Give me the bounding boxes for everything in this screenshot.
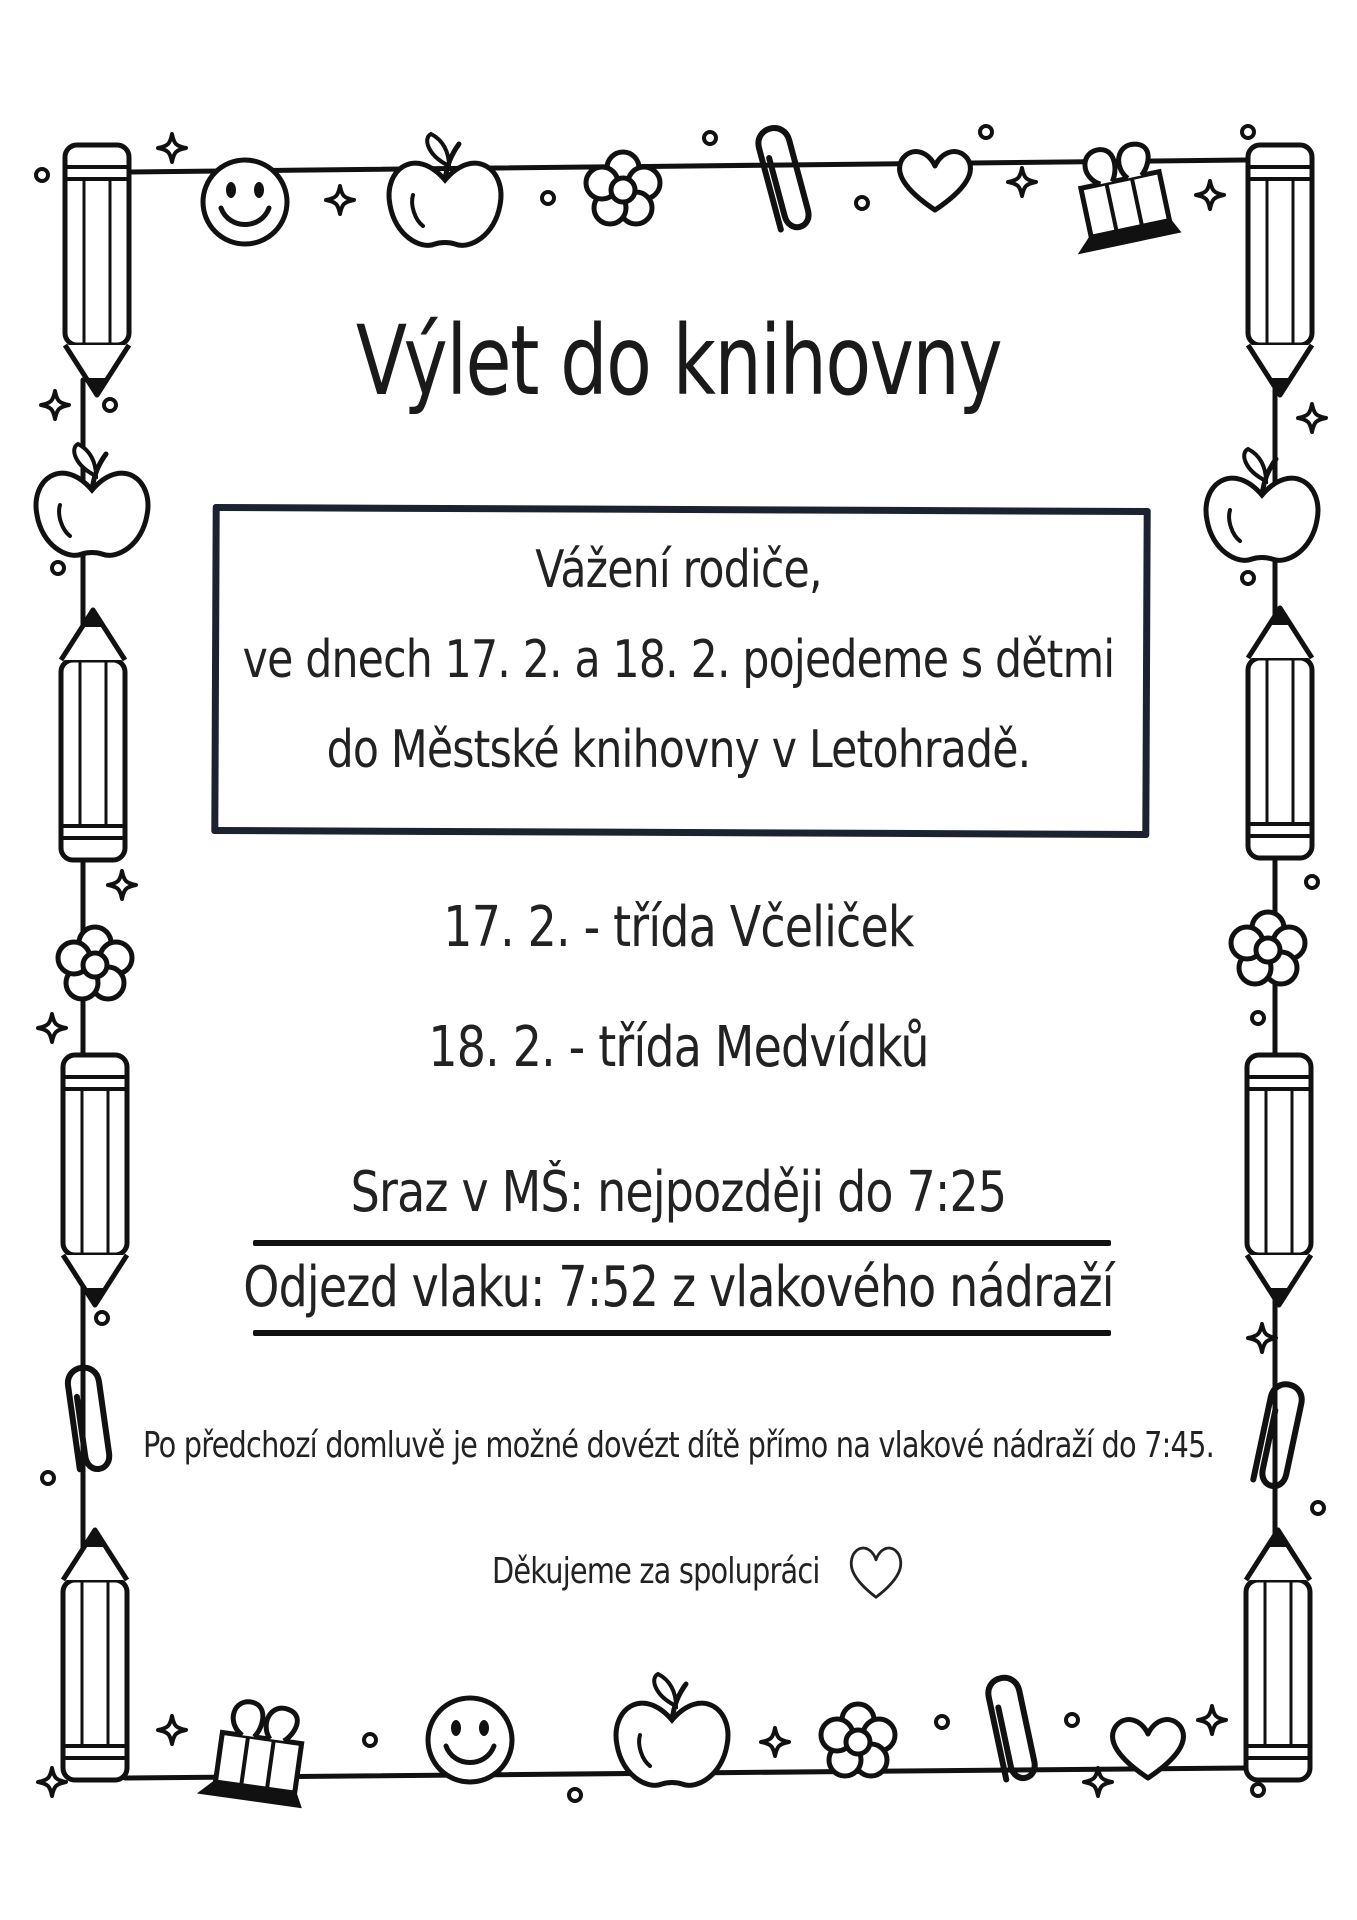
sparkle-icon [1248,1324,1276,1352]
dot-icon [96,1312,108,1324]
dot-icon [542,192,554,204]
dot-icon [569,1789,581,1801]
dot-icon [1242,572,1254,584]
dot-icon [936,1716,948,1728]
dot-icon [856,197,868,209]
paperclip-icon [755,125,812,232]
pencil-icon [61,610,125,860]
sparkle-icon [1196,181,1224,209]
sparkle-icon [326,186,354,214]
smiley-icon [428,1698,512,1782]
sparkle-icon [1298,404,1326,432]
flower-icon [586,152,660,224]
greeting-line: ve dnech 17. 2. a 18. 2. pojedeme s dětmi [242,630,1115,690]
sparkle-icon [158,1716,186,1744]
sparkle-icon [41,391,69,419]
dot-icon [1066,1714,1078,1726]
paperclip-icon [985,1675,1037,1782]
dot-icon [52,562,64,574]
page-title: Výlet do knihovny [355,305,1002,417]
note-text: Po předchozí domluvě je možné dovézt dítě přímo na vlakové nádraží do 7:45. [143,1425,1214,1466]
smiley-icon [203,160,287,244]
dot-icon [1312,1502,1324,1514]
greeting-salutation: Vážení rodiče, [535,540,822,600]
flower-icon [58,927,132,999]
flower-icon [821,1704,895,1776]
sparkle-icon [761,1728,789,1756]
paperclip-icon [1253,1381,1305,1488]
train-departure: Odjezd vlaku: 7:52 z vlakového nádraží [243,1255,1114,1320]
meeting-time: Sraz v MŠ: nejpozději do 7:25 [350,1160,1007,1225]
dot-icon [42,1472,54,1484]
divider [253,1330,1111,1336]
sparkle-icon [1008,168,1036,196]
dot-icon [104,399,116,411]
dot-icon [1242,126,1254,138]
heart-icon [846,1540,906,1602]
flower-icon [1231,912,1305,984]
thanks-row [0,1540,1357,1602]
apple-icon [616,1674,728,1785]
dot-icon [36,169,48,181]
dot-icon [364,1734,376,1746]
dot-icon [1306,876,1318,888]
sparkle-icon [1084,1768,1112,1796]
divider [253,1240,1111,1246]
greeting-line: do Městské knihovny v Letohradě. [326,720,1031,780]
pencil-icon [1248,145,1312,395]
pencil-icon [1248,608,1312,858]
binder-clip-icon [202,1697,312,1806]
binder-clip-icon [1062,137,1178,251]
pencil-icon [1247,1055,1311,1305]
sparkle-icon [158,134,186,162]
thanks-text: Děkujeme za spolupráci [492,1550,820,1592]
pencil-icon [63,1055,127,1305]
dot-icon [704,132,716,144]
sparkle-icon [38,1014,66,1042]
heart-icon [900,152,971,210]
dot-icon [980,126,992,138]
paperclip-icon [66,1366,111,1472]
schedule-item: 17. 2. - třída Včeliček [443,895,914,960]
sparkle-icon [1198,1706,1226,1734]
dot-icon [1252,1784,1264,1796]
pencil-icon [65,145,129,395]
apple-icon [389,134,501,245]
dot-icon [1252,1012,1264,1024]
schedule-item: 18. 2. - třída Medvídků [428,1015,929,1080]
apple-icon [36,444,148,555]
